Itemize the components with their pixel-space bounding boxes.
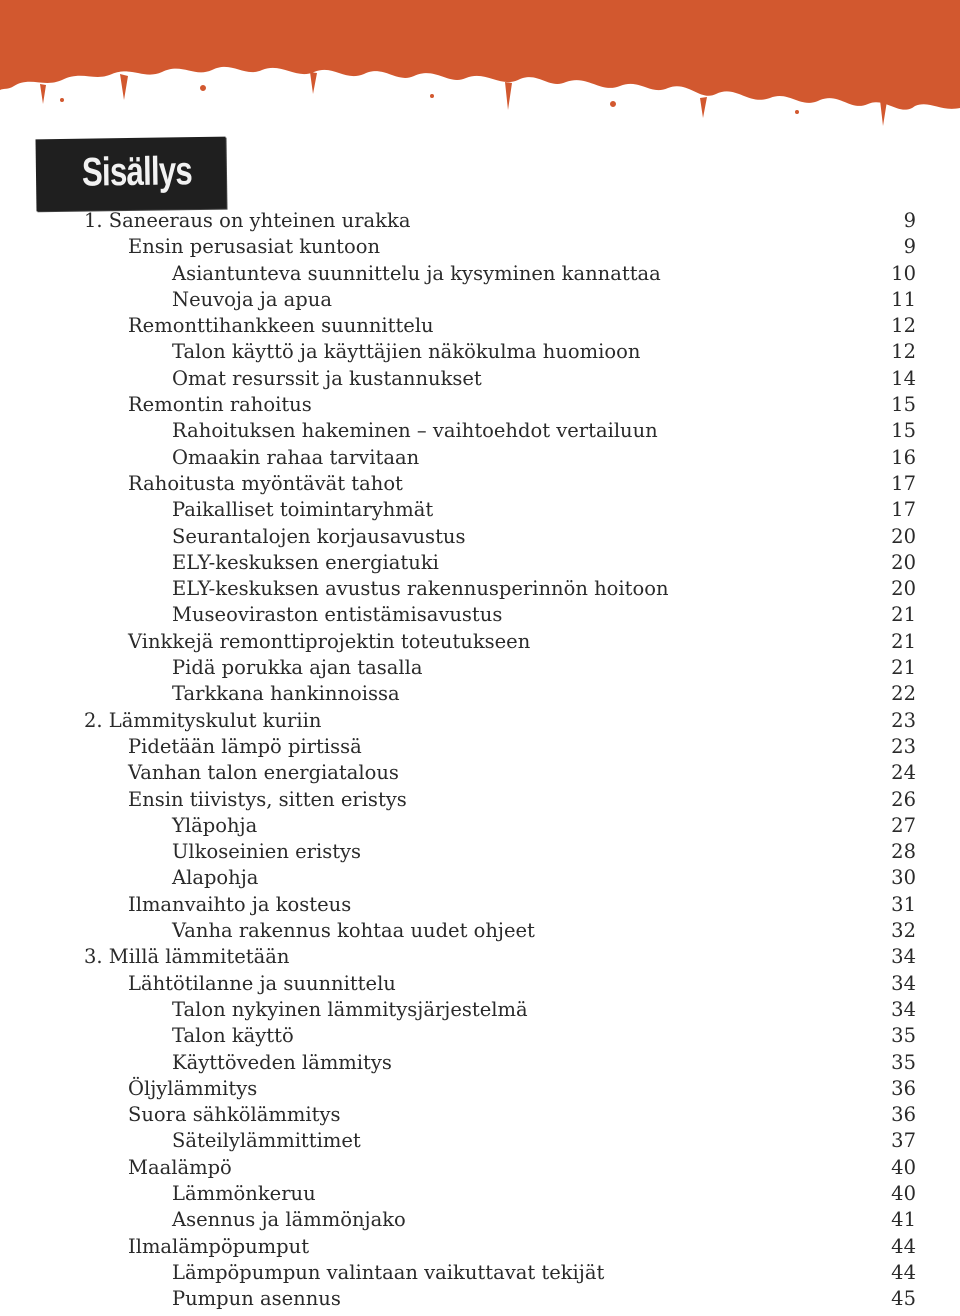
- toc-entry-page-number: 34: [891, 997, 916, 1021]
- toc-entry-label: Yläpohja: [172, 813, 258, 837]
- toc-entry-label: Öljylämmitys: [128, 1076, 258, 1100]
- toc-entry-label: Vanhan talon energiatalous: [128, 761, 399, 785]
- toc-entry-page-number: 26: [891, 787, 916, 811]
- toc-entry: [0, 734, 960, 760]
- toc-entry: [0, 708, 960, 734]
- toc-entry-page-number: 15: [891, 393, 916, 417]
- toc-entry: [0, 1234, 960, 1260]
- toc-entry: [0, 1207, 960, 1233]
- toc-entry: [0, 550, 960, 576]
- toc-entry: [0, 681, 960, 707]
- toc-entry: [0, 1102, 960, 1128]
- toc-entry-label: 1. Saneeraus on yhteinen urakka: [84, 209, 411, 232]
- toc-entry: [0, 839, 960, 865]
- toc-entry-label: Ensin tiivistys, sitten eristys: [128, 787, 407, 811]
- toc-entry-page-number: 30: [891, 866, 916, 890]
- toc-entry-label: Tarkkana hankinnoissa: [172, 682, 400, 706]
- toc-entry-page-number: 23: [891, 734, 916, 758]
- toc-entry-page-number: 45: [891, 1287, 916, 1311]
- toc-entry-page-number: 32: [891, 919, 916, 943]
- toc-entry: [0, 234, 960, 260]
- toc-entry-page-number: 14: [891, 366, 916, 390]
- toc-entry-page-number: 12: [891, 314, 916, 338]
- toc-entry: [0, 576, 960, 602]
- toc-entry-page-number: 37: [891, 1129, 916, 1153]
- toc-entry: [0, 418, 960, 444]
- toc-entry-page-number: 40: [891, 1181, 916, 1205]
- toc-entry-page-number: 20: [891, 577, 916, 601]
- toc-entry-page-number: 44: [891, 1234, 916, 1258]
- toc-entry-page-number: 11: [891, 287, 916, 311]
- toc-entry-page-number: 17: [891, 471, 916, 495]
- toc-entry-label: Käyttöveden lämmitys: [172, 1050, 392, 1074]
- table-of-contents: [0, 208, 960, 1312]
- toc-entry-label: Talon nykyinen lämmitysjärjestelmä: [172, 997, 528, 1021]
- toc-entry: [0, 865, 960, 891]
- toc-entry-label: Lämpöpumpun valintaan vaikuttavat tekijät: [172, 1260, 605, 1284]
- toc-entry: [0, 1076, 960, 1102]
- toc-entry: [0, 944, 960, 970]
- toc-entry-label: Lähtötilanne ja suunnittelu: [128, 971, 396, 995]
- toc-entry-label: ELY-keskuksen avustus rakennusperinnön hoitoon: [172, 577, 669, 601]
- toc-entry-label: Remonttihankkeen suunnittelu: [128, 314, 434, 338]
- toc-entry-page-number: 31: [891, 892, 916, 916]
- title-box: [36, 137, 227, 212]
- toc-entry-label: Vanha rakennus kohtaa uudet ohjeet: [172, 919, 535, 943]
- toc-entry: [0, 892, 960, 918]
- toc-entry-label: 3. Millä lämmitetään: [84, 945, 290, 969]
- toc-entry-page-number: 9: [903, 235, 916, 259]
- toc-entry: [0, 1155, 960, 1181]
- toc-entry-label: Säteilylämmittimet: [172, 1129, 361, 1153]
- toc-entry-page-number: 22: [891, 682, 916, 706]
- toc-entry: [0, 1128, 960, 1154]
- toc-entry-page-number: 20: [891, 524, 916, 548]
- toc-entry-page-number: 10: [891, 261, 916, 285]
- toc-entry-label: Alapohja: [172, 866, 259, 890]
- toc-entry: [0, 655, 960, 681]
- toc-entry-page-number: 36: [891, 1103, 916, 1127]
- toc-entry-page-number: 20: [891, 550, 916, 574]
- toc-entry-label: Ulkoseinien eristys: [172, 840, 362, 864]
- toc-entry-page-number: 28: [891, 840, 916, 864]
- toc-entry-page-number: 21: [891, 629, 916, 653]
- toc-entry-page-number: 9: [903, 209, 916, 232]
- toc-entry-label: Neuvoja ja apua: [172, 287, 332, 311]
- toc-entry: [0, 392, 960, 418]
- toc-entry: [0, 918, 960, 944]
- toc-entry-label: Museoviraston entistämisavustus: [172, 603, 503, 627]
- toc-entry: [0, 471, 960, 497]
- toc-entry: [0, 339, 960, 365]
- toc-entry-page-number: 16: [891, 445, 916, 469]
- toc-entry-label: Ensin perusasiat kuntoon: [128, 235, 381, 259]
- toc-entry: [0, 261, 960, 287]
- toc-entry-label: Maalämpö: [128, 1155, 232, 1179]
- toc-entry-label: Asiantunteva suunnittelu ja kysyminen kannattaa: [172, 261, 661, 285]
- toc-entry-label: Suora sähkölämmitys: [128, 1103, 341, 1127]
- paint-stroke-decoration: [0, 0, 960, 135]
- toc-entry-label: Rahoitusta myöntävät tahot: [128, 471, 403, 495]
- toc-entry-page-number: 21: [891, 656, 916, 680]
- toc-entry: [0, 1181, 960, 1207]
- toc-entry-label: Rahoituksen hakeminen – vaihtoehdot vertailuun: [172, 419, 658, 443]
- toc-entry-page-number: 15: [891, 419, 916, 443]
- toc-entry: [0, 445, 960, 471]
- toc-entry: [0, 208, 960, 234]
- toc-entry-page-number: 27: [891, 813, 916, 837]
- toc-entry: [0, 287, 960, 313]
- toc-entry: [0, 1050, 960, 1076]
- toc-entry-label: Omat resurssit ja kustannukset: [172, 366, 482, 390]
- toc-entry-label: Pidetään lämpö pirtissä: [128, 734, 362, 758]
- toc-entry-page-number: 36: [891, 1076, 916, 1100]
- toc-entry: [0, 497, 960, 523]
- toc-entry: [0, 524, 960, 550]
- toc-entry-label: Pumpun asennus: [172, 1287, 341, 1311]
- toc-entry-label: ELY-keskuksen energiatuki: [172, 550, 439, 574]
- toc-entry-label: Ilmanvaihto ja kosteus: [128, 892, 352, 916]
- toc-entry-label: Seurantalojen korjausavustus: [172, 524, 466, 548]
- toc-entry-page-number: 35: [891, 1050, 916, 1074]
- toc-entry-page-number: 44: [891, 1260, 916, 1284]
- toc-entry-page-number: 21: [891, 603, 916, 627]
- toc-entry-page-number: 34: [891, 971, 916, 995]
- toc-entry-label: Remontin rahoitus: [128, 393, 312, 417]
- toc-entry-label: 2. Lämmityskulut kuriin: [84, 708, 322, 732]
- toc-entry: [0, 629, 960, 655]
- page-title: Sisällys: [81, 149, 193, 195]
- toc-entry-page-number: 35: [891, 1024, 916, 1048]
- toc-entry: [0, 997, 960, 1023]
- toc-entry: [0, 1023, 960, 1049]
- toc-entry: [0, 813, 960, 839]
- toc-entry: [0, 971, 960, 997]
- toc-entry: [0, 760, 960, 786]
- toc-entry: [0, 1286, 960, 1312]
- toc-entry-label: Asennus ja lämmönjako: [172, 1208, 406, 1232]
- toc-entry-page-number: 23: [891, 708, 916, 732]
- toc-entry: [0, 1260, 960, 1286]
- toc-entry: [0, 313, 960, 339]
- toc-entry-page-number: 12: [891, 340, 916, 364]
- toc-entry-label: Vinkkejä remonttiprojektin toteutukseen: [128, 629, 531, 653]
- toc-entry-page-number: 40: [891, 1155, 916, 1179]
- toc-entry-label: Talon käyttö: [172, 1024, 294, 1048]
- toc-entry-label: Omaakin rahaa tarvitaan: [172, 445, 420, 469]
- toc-entry-page-number: 34: [891, 945, 916, 969]
- toc-entry-label: Ilmalämpöpumput: [128, 1234, 310, 1258]
- toc-entry-page-number: 17: [891, 498, 916, 522]
- toc-entry: [0, 787, 960, 813]
- toc-entry: [0, 366, 960, 392]
- toc-entry-label: Talon käyttö ja käyttäjien näkökulma huomioon: [172, 340, 641, 364]
- toc-entry-label: Lämmönkeruu: [172, 1181, 316, 1205]
- toc-entry: [0, 602, 960, 628]
- toc-entry-label: Paikalliset toimintaryhmät: [172, 498, 434, 522]
- toc-entry-label: Pidä porukka ajan tasalla: [172, 656, 423, 680]
- toc-entry-page-number: 24: [891, 761, 916, 785]
- toc-entry-page-number: 41: [891, 1208, 916, 1232]
